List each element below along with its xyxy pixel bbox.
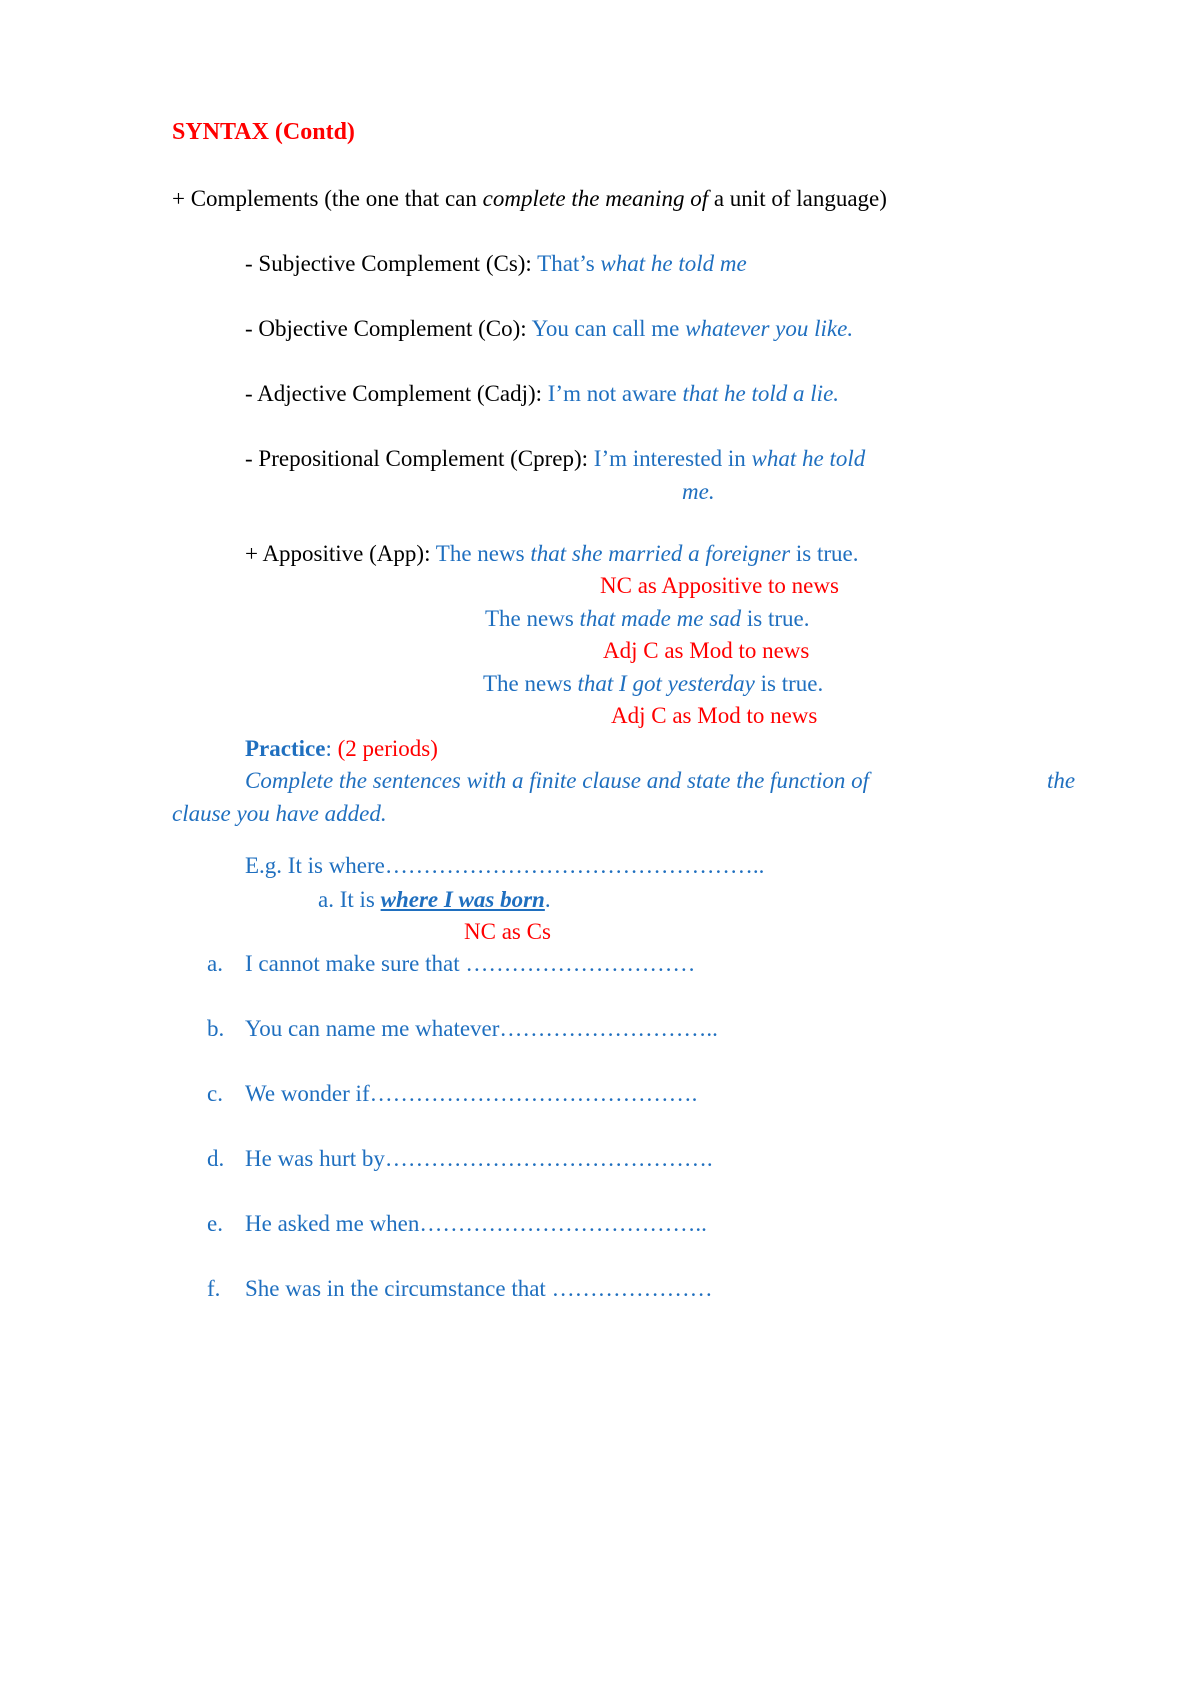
exercise-text: You can name me whatever………………………..	[245, 1016, 718, 1041]
example-answer	[318, 886, 551, 914]
appositive-label: + Appositive (App):	[245, 541, 436, 566]
appositive-ex1-a: The news	[435, 541, 531, 566]
exercise-item-c	[207, 1080, 697, 1108]
example-note: NC as Cs	[464, 919, 551, 944]
exercise-item-e	[207, 1210, 707, 1238]
appositive-ex3-a: The news	[483, 671, 578, 696]
appositive-ex3-b: is true.	[754, 671, 824, 696]
practice-instruction-the: the	[1047, 768, 1076, 793]
co-label: - Objective Complement (Co):	[245, 316, 532, 341]
practice-instruction-2: clause you have added.	[172, 801, 387, 826]
cs-example-italic: what he told me	[600, 251, 747, 276]
appositive-line	[245, 540, 858, 568]
practice-colon: :	[325, 736, 338, 761]
cprep-line	[245, 445, 865, 473]
appositive-ex2-italic: that made me sad	[579, 606, 742, 631]
exercise-letter: e.	[207, 1211, 223, 1236]
exercise-letter: b.	[207, 1016, 225, 1041]
appositive-ex3-italic: that I got yesterday	[577, 671, 755, 696]
appositive-note-3: Adj C as Mod to news	[611, 703, 818, 728]
exercise-item-f	[207, 1275, 713, 1303]
practice-heading	[245, 735, 438, 763]
cadj-example: I’m not aware	[547, 381, 683, 406]
cprep-label: - Prepositional Complement (Cprep):	[245, 446, 594, 471]
cadj-label: - Adjective Complement (Cadj):	[245, 381, 548, 406]
exercise-letter: f.	[207, 1276, 221, 1301]
example-answer-a: a. It is	[318, 887, 381, 912]
appositive-ex3	[483, 670, 823, 698]
exercise-text: She was in the circumstance that …………………	[245, 1276, 713, 1301]
cprep-example: I’m interested in	[593, 446, 752, 471]
complements-intro-b: a unit of language)	[708, 186, 887, 211]
exercise-letter: d.	[207, 1146, 225, 1171]
cs-example: That’s	[537, 251, 601, 276]
exercise-text: He was hurt by…………………………………….	[245, 1146, 713, 1171]
exercise-text: I cannot make sure that …………………………	[245, 951, 696, 976]
exercise-item-b	[207, 1015, 718, 1043]
example-answer-b: .	[544, 887, 551, 912]
cadj-line	[245, 380, 839, 408]
cprep-example-italic: what he told	[751, 446, 866, 471]
appositive-ex2	[485, 605, 810, 633]
exercise-item-d	[207, 1145, 713, 1173]
complements-intro-italic: complete the meaning of	[482, 186, 709, 211]
cs-line	[245, 250, 747, 278]
practice-label: Practice	[245, 736, 326, 761]
complements-intro	[172, 185, 887, 213]
exercise-letter: c.	[207, 1081, 223, 1106]
co-example-italic: whatever you like.	[685, 316, 854, 341]
exercise-text: We wonder if…………………………………….	[245, 1081, 698, 1106]
appositive-ex2-b: is true.	[741, 606, 810, 631]
example-prompt: E.g. It is where…………………………………………..	[245, 853, 765, 878]
appositive-ex1-italic: that she married a foreigner	[530, 541, 791, 566]
complements-intro-a: + Complements (the one that can	[172, 186, 483, 211]
cadj-example-italic: that he told a lie.	[682, 381, 840, 406]
exercise-item-a	[207, 950, 695, 978]
appositive-note-2: Adj C as Mod to news	[603, 638, 810, 663]
page-title: SYNTAX (Contd)	[172, 119, 355, 145]
appositive-note-1: NC as Appositive to news	[600, 573, 839, 598]
practice-instruction-1: Complete the sentences with a finite clause and state the function of	[245, 768, 870, 793]
co-line	[245, 315, 853, 343]
cs-label: - Subjective Complement (Cs):	[245, 251, 538, 276]
exercise-letter: a.	[207, 951, 223, 976]
exercise-text: He asked me when………………………………..	[245, 1211, 707, 1236]
appositive-ex1-b: is true.	[790, 541, 859, 566]
cprep-example-cont: me.	[682, 479, 715, 504]
example-answer-underlined: where I was born	[380, 887, 545, 912]
co-example: You can call me	[531, 316, 686, 341]
practice-periods: (2 periods)	[337, 736, 438, 761]
appositive-ex2-a: The news	[485, 606, 580, 631]
